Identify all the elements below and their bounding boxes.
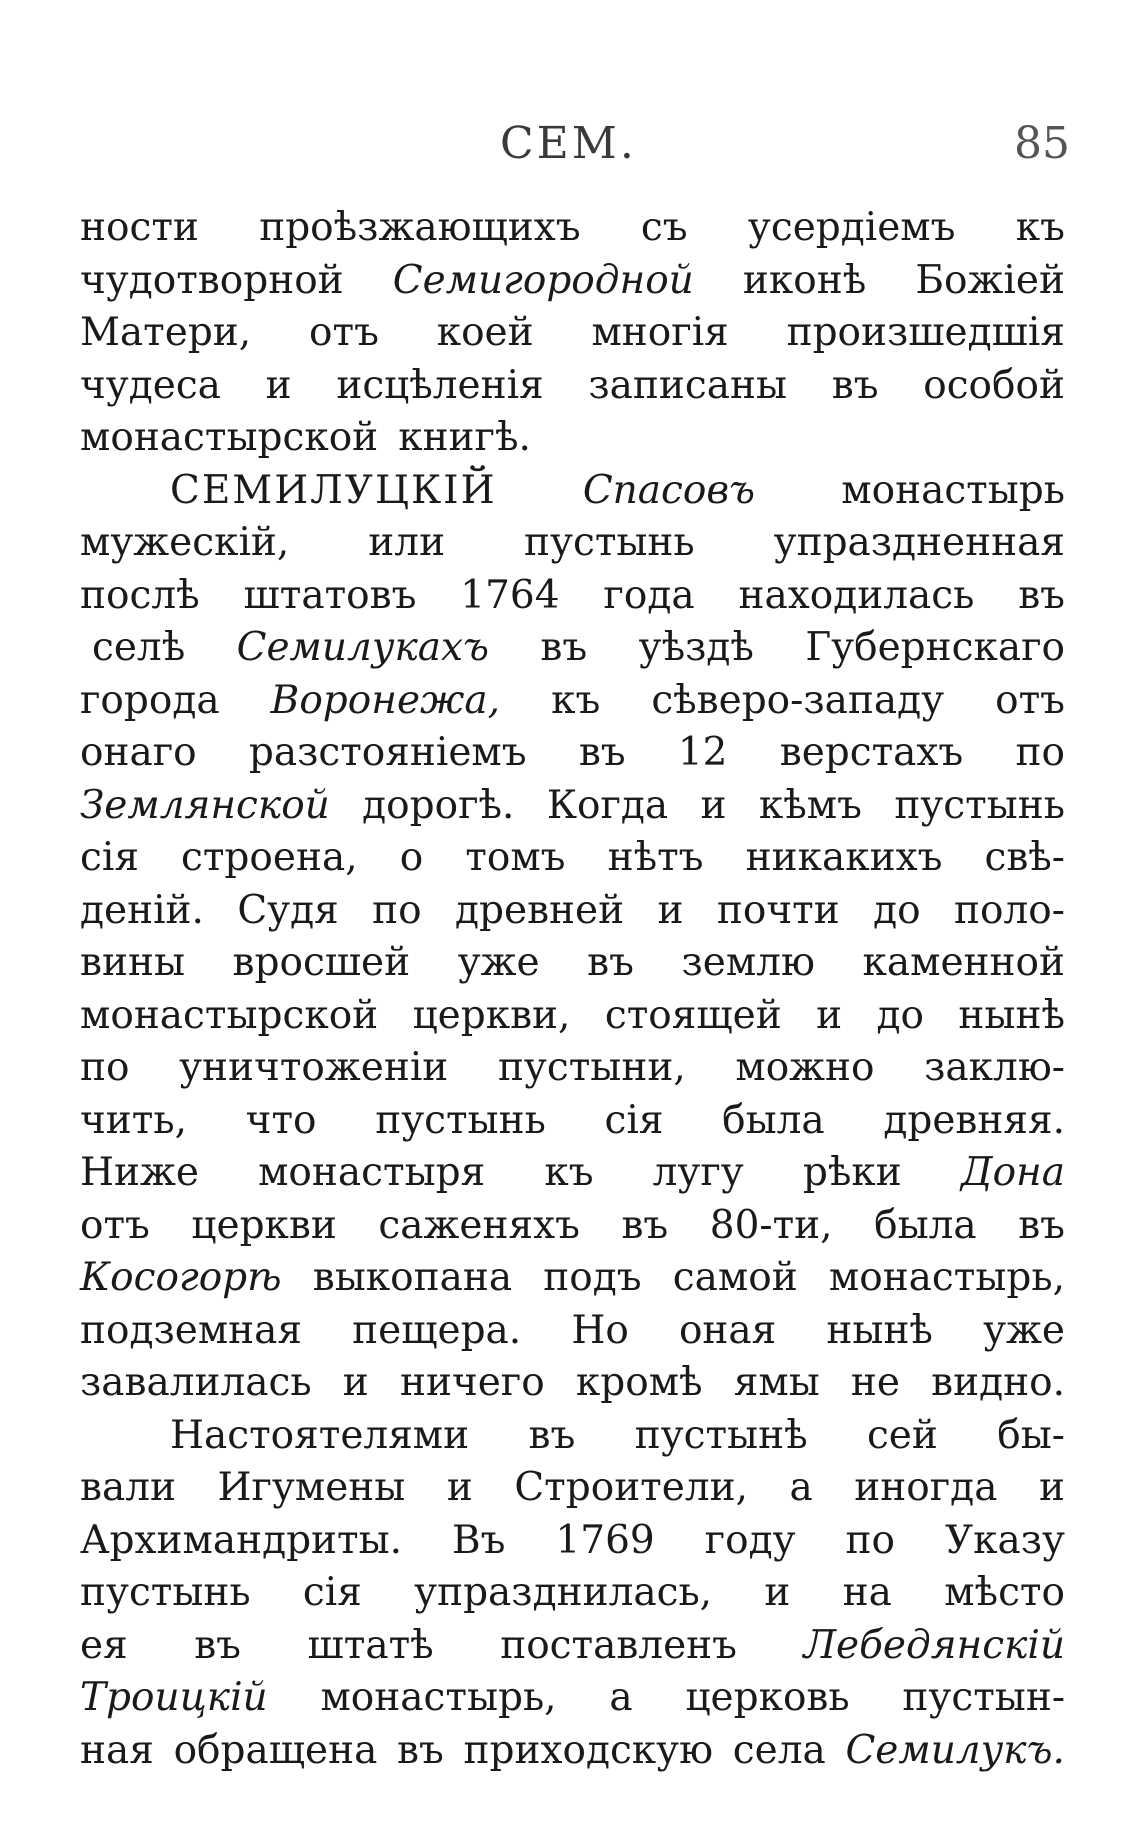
word: селѣ bbox=[92, 625, 186, 670]
word: Игумены bbox=[217, 1465, 406, 1510]
text-line bbox=[80, 1252, 1065, 1305]
word: бы- bbox=[997, 1412, 1065, 1458]
word: церковь bbox=[685, 1675, 850, 1720]
word: упраздненная bbox=[773, 520, 1065, 565]
word: Матери, bbox=[80, 310, 252, 355]
text-line bbox=[80, 780, 1065, 833]
word: приходскую bbox=[463, 1727, 714, 1773]
page-header bbox=[80, 118, 1080, 178]
word: рѣки bbox=[802, 1150, 902, 1195]
word: завалилась bbox=[80, 1360, 312, 1405]
word: не bbox=[850, 1360, 900, 1405]
word: сія bbox=[80, 835, 139, 880]
word: книгѣ. bbox=[398, 415, 531, 460]
word: Настоятелями bbox=[170, 1412, 470, 1458]
word: отъ bbox=[309, 310, 379, 355]
word: въ bbox=[1018, 1202, 1065, 1248]
word: Воронежа, bbox=[270, 677, 501, 723]
word: отъ bbox=[80, 1202, 150, 1248]
word: коей bbox=[436, 310, 534, 355]
word: ности bbox=[80, 205, 199, 250]
word: саженяхъ bbox=[378, 1202, 580, 1248]
word: отъ bbox=[995, 677, 1065, 723]
word: Лебедянскій bbox=[803, 1622, 1065, 1668]
text-line bbox=[80, 1200, 1065, 1253]
word: Косогорѣ bbox=[80, 1255, 282, 1300]
word: оная bbox=[678, 1307, 777, 1353]
word: видно. bbox=[931, 1360, 1065, 1405]
word: исцѣленія bbox=[336, 362, 544, 408]
word: Семилукъ. bbox=[845, 1727, 1065, 1773]
word: съ bbox=[640, 205, 688, 250]
word: пустынь bbox=[894, 782, 1065, 828]
word: Семилукахъ bbox=[236, 625, 489, 670]
word: Архимандриты. bbox=[80, 1517, 403, 1563]
word: свѣ- bbox=[984, 835, 1065, 880]
text-line bbox=[80, 990, 1065, 1043]
word: монастыря bbox=[258, 1150, 486, 1195]
word: въ bbox=[397, 1727, 444, 1773]
word: церкви, bbox=[412, 992, 571, 1038]
word: сѣверо-западу bbox=[651, 677, 945, 723]
word: деній. bbox=[80, 887, 204, 933]
word: иконѣ bbox=[742, 257, 867, 303]
word: подземная bbox=[80, 1307, 303, 1353]
word: Троицкій bbox=[80, 1675, 268, 1720]
text-line bbox=[80, 885, 1065, 938]
text-line bbox=[80, 675, 1065, 728]
word: въ bbox=[540, 625, 588, 670]
word: села bbox=[732, 1727, 826, 1773]
word: и bbox=[816, 992, 843, 1038]
text-line bbox=[80, 622, 1065, 675]
word: до bbox=[873, 887, 921, 933]
text-line bbox=[80, 1515, 1065, 1568]
word: монастырской bbox=[80, 415, 379, 460]
word: самой bbox=[672, 1255, 798, 1300]
text-line bbox=[80, 1042, 1065, 1095]
word: СЕМИЛУЦКІЙ bbox=[170, 467, 497, 513]
word: строена, bbox=[181, 835, 358, 880]
word: древняя. bbox=[883, 1097, 1065, 1143]
word: въ bbox=[528, 1412, 576, 1458]
word: Указу bbox=[944, 1517, 1065, 1563]
word: и bbox=[657, 887, 684, 933]
word: а bbox=[609, 1675, 633, 1720]
word: выкопана bbox=[312, 1255, 513, 1300]
word: нѣтъ bbox=[607, 835, 704, 880]
text-line bbox=[80, 360, 1065, 413]
word: сія bbox=[604, 1097, 664, 1143]
word: и bbox=[265, 362, 292, 408]
word: и bbox=[342, 1360, 369, 1405]
word: лугу bbox=[652, 1150, 744, 1195]
text-line bbox=[80, 1567, 1065, 1620]
word: города bbox=[80, 677, 220, 723]
word: штатовъ bbox=[243, 572, 417, 618]
word: въ bbox=[621, 1202, 669, 1248]
word: Ниже bbox=[80, 1150, 199, 1195]
word: уже bbox=[457, 940, 540, 985]
word: 1764 bbox=[460, 572, 560, 618]
word: Землянской bbox=[80, 782, 330, 828]
word: на bbox=[842, 1570, 892, 1615]
word: находилась bbox=[738, 572, 975, 618]
word: усердіемъ bbox=[747, 205, 956, 250]
word: мужескій, bbox=[80, 520, 290, 565]
word: въ bbox=[194, 1622, 241, 1668]
word: пещера. bbox=[352, 1307, 522, 1353]
word: уничтоженіи bbox=[179, 1045, 449, 1090]
word: древней bbox=[455, 887, 625, 933]
word: послѣ bbox=[80, 572, 200, 618]
word: сія bbox=[302, 1570, 362, 1615]
word: разстояніемъ bbox=[248, 730, 527, 775]
word: по bbox=[1015, 730, 1065, 775]
text-line bbox=[80, 255, 1065, 308]
word: а bbox=[789, 1465, 813, 1510]
word: заклю- bbox=[924, 1045, 1065, 1090]
word: многія bbox=[591, 310, 729, 355]
word: нынѣ bbox=[826, 1307, 933, 1353]
text-line bbox=[80, 1462, 1065, 1515]
word: пустын- bbox=[902, 1675, 1065, 1720]
word: Дона bbox=[960, 1150, 1065, 1195]
word: въ bbox=[578, 730, 626, 775]
word: землю bbox=[681, 940, 815, 985]
word: иногда bbox=[854, 1465, 998, 1510]
running-head: СЕМ. bbox=[500, 118, 637, 169]
word: пустыни, bbox=[497, 1045, 686, 1090]
page-number: 85 bbox=[1014, 118, 1070, 169]
text-line bbox=[80, 517, 1065, 570]
word: дорогѣ. bbox=[362, 782, 515, 828]
word: въ bbox=[587, 940, 634, 985]
word: ная bbox=[80, 1727, 154, 1773]
body-text bbox=[80, 202, 1065, 1777]
word: была bbox=[874, 1202, 977, 1248]
word: монастырской bbox=[80, 992, 379, 1038]
text-line bbox=[80, 727, 1065, 780]
word: церкви bbox=[191, 1202, 337, 1248]
word: къ bbox=[1015, 205, 1065, 250]
word: штатѣ bbox=[307, 1622, 434, 1668]
word: монастырь, bbox=[320, 1675, 557, 1720]
word: поло- bbox=[954, 887, 1065, 933]
text-line bbox=[80, 1620, 1065, 1673]
text-line bbox=[80, 937, 1065, 990]
word: по bbox=[80, 1045, 130, 1090]
word: въ bbox=[831, 362, 879, 408]
word: вины bbox=[80, 940, 185, 985]
text-line bbox=[80, 465, 1065, 518]
word: поставленъ bbox=[500, 1622, 737, 1668]
word: года bbox=[603, 572, 695, 618]
word: пустынь bbox=[524, 520, 695, 565]
word: и bbox=[700, 782, 727, 828]
text-line bbox=[80, 832, 1065, 885]
word: Когда bbox=[546, 782, 669, 828]
word: Божіей bbox=[915, 257, 1065, 303]
word: по bbox=[845, 1517, 895, 1563]
word: мѣсто bbox=[944, 1570, 1065, 1615]
text-line bbox=[80, 1725, 1065, 1778]
text-line bbox=[80, 1410, 1065, 1463]
word: и bbox=[764, 1570, 791, 1615]
word: ничего bbox=[399, 1360, 545, 1405]
word: кромѣ bbox=[575, 1360, 703, 1405]
word: чудеса bbox=[80, 362, 221, 408]
word: пустынь bbox=[80, 1570, 251, 1615]
text-line bbox=[80, 1095, 1065, 1148]
word: Спасовъ bbox=[582, 467, 756, 513]
word: монастырь bbox=[841, 467, 1065, 513]
word: чудотворной bbox=[80, 257, 344, 303]
word: чить, bbox=[80, 1097, 187, 1143]
word: и bbox=[1038, 1465, 1065, 1510]
word: къ bbox=[544, 1150, 594, 1195]
word: проѣзжающихъ bbox=[259, 205, 581, 250]
word: до bbox=[876, 992, 925, 1038]
word: сей bbox=[866, 1412, 938, 1458]
word: году bbox=[704, 1517, 796, 1563]
text-line bbox=[80, 1357, 1065, 1410]
word: онаго bbox=[80, 730, 197, 775]
word: о bbox=[399, 835, 424, 880]
text-line bbox=[80, 307, 1065, 360]
text-line bbox=[80, 1147, 1065, 1200]
word: 12 bbox=[677, 730, 728, 775]
text-line bbox=[80, 570, 1065, 623]
word: можно bbox=[735, 1045, 875, 1090]
word: каменной bbox=[862, 940, 1065, 985]
word: никакихъ bbox=[745, 835, 943, 880]
word: къ bbox=[551, 677, 601, 723]
text-line bbox=[80, 1672, 1065, 1725]
word: вросшей bbox=[232, 940, 411, 985]
word: Губернскаго bbox=[805, 625, 1065, 670]
word: ямы bbox=[733, 1360, 820, 1405]
word: была bbox=[722, 1097, 825, 1143]
word: Семигородной bbox=[392, 257, 694, 303]
word: записаны bbox=[588, 362, 788, 408]
word: упразднилась, bbox=[414, 1570, 713, 1615]
word: Строители, bbox=[514, 1465, 749, 1510]
word: произшедшія bbox=[786, 310, 1065, 355]
word: подъ bbox=[543, 1255, 642, 1300]
text-line bbox=[80, 1305, 1065, 1358]
word: кѣмъ bbox=[758, 782, 862, 828]
word: верстахъ bbox=[779, 730, 964, 775]
word: 80-ти, bbox=[709, 1202, 833, 1248]
word: ея bbox=[80, 1622, 128, 1668]
word: обращена bbox=[173, 1727, 378, 1773]
word: и bbox=[446, 1465, 473, 1510]
word: или bbox=[368, 520, 446, 565]
word: Судя bbox=[237, 887, 339, 933]
word: пустынѣ bbox=[634, 1412, 808, 1458]
text-line bbox=[80, 202, 1065, 255]
word: 1769 bbox=[555, 1517, 655, 1563]
word: монастырь, bbox=[828, 1255, 1065, 1300]
word: уже bbox=[983, 1307, 1065, 1353]
word: томъ bbox=[465, 835, 566, 880]
word: пустынь bbox=[375, 1097, 546, 1143]
word: что bbox=[245, 1097, 317, 1143]
word: Въ bbox=[452, 1517, 506, 1563]
word: нынѣ bbox=[958, 992, 1065, 1038]
word: особой bbox=[923, 362, 1065, 408]
word: стоящей bbox=[604, 992, 782, 1038]
word: въ bbox=[1018, 572, 1065, 618]
word: вали bbox=[80, 1465, 176, 1510]
word: Но bbox=[571, 1307, 629, 1353]
word: по bbox=[372, 887, 422, 933]
word: почти bbox=[716, 887, 840, 933]
text-line bbox=[80, 412, 1065, 465]
word: уѣздѣ bbox=[638, 625, 754, 670]
